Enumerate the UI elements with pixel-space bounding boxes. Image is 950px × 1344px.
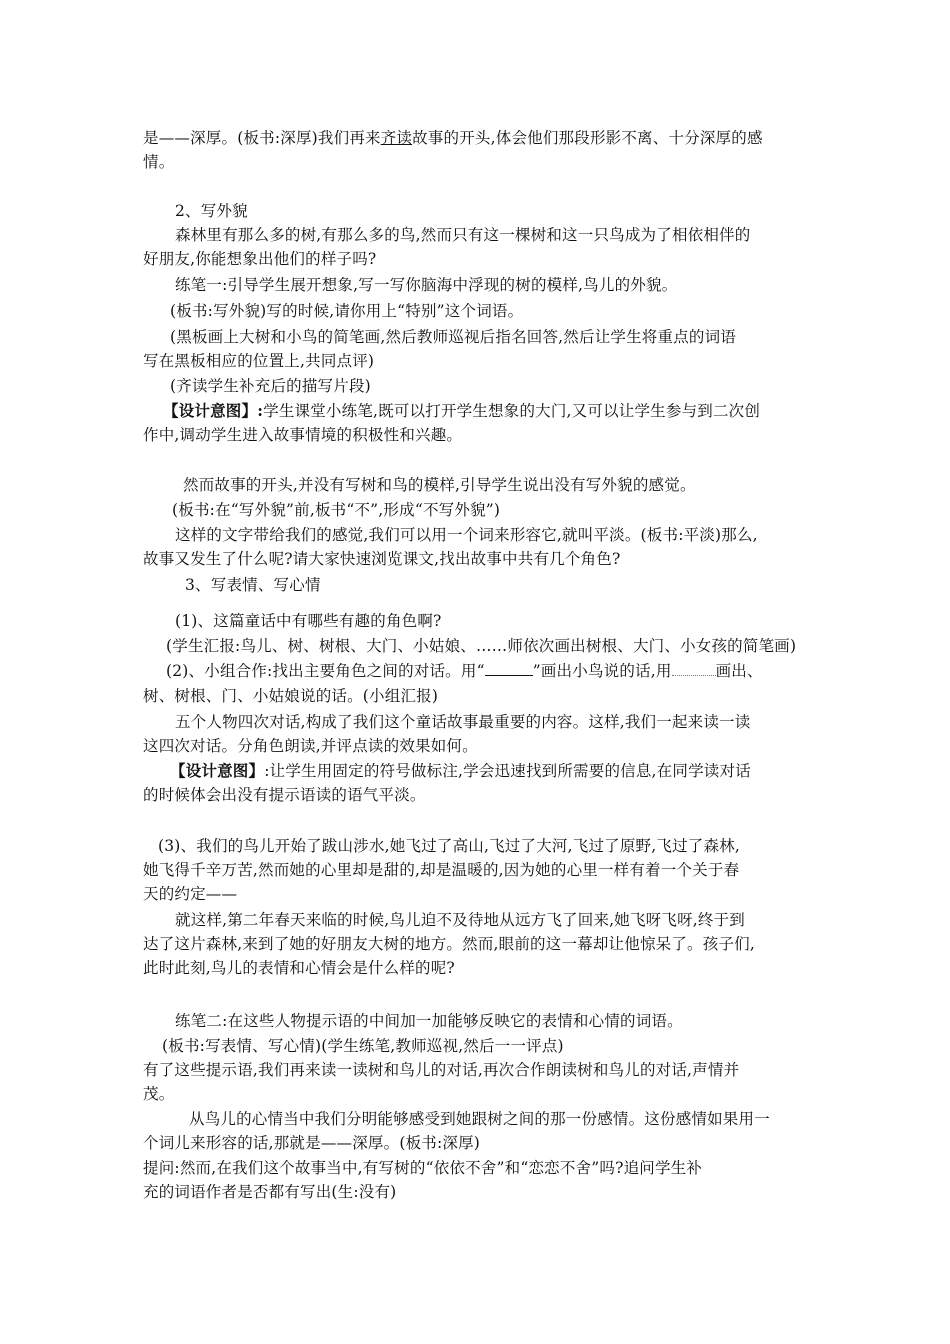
text-line: 五个人物四次对话,构成了我们这个童话故事最重要的内容。这样,我们一起来读一读 xyxy=(175,713,751,731)
text-line: (学生汇报:鸟儿、树、树根、大门、小姑娘、……师依次画出树根、大门、小女孩的简笔画) xyxy=(166,637,797,655)
text-line: 这样的文字带给我们的感觉,我们可以用一个词来形容它,就叫平淡。(板书:平淡)那么, xyxy=(175,526,758,544)
text-line: 练笔二:在这些人物提示语的中间加一加能够反映它的表情和心情的词语。 xyxy=(175,1012,683,1030)
text-line: (板书:写表情、写心情)(学生练笔,教师巡视,然后一一评点) xyxy=(162,1037,564,1055)
text-line: (板书:在“写外貌”前,板书“不”,形成“不写外貌”) xyxy=(172,501,501,519)
text-line: 这四次对话。分角色朗读,并评点读的效果如何。 xyxy=(143,737,478,755)
section-heading: 2、写外貌 xyxy=(175,202,248,220)
design-intent-label: 【设计意图】 xyxy=(170,761,265,780)
text-line: 就这样,第二年春天来临的时候,鸟儿迫不及待地从远方飞了回来,她飞呀飞呀,终于到 xyxy=(175,911,746,929)
text-line: 从鸟儿的心情当中我们分明能够感受到她跟树之间的那一份感情。这份感情如果用一 xyxy=(189,1110,770,1128)
text-line: 个词儿来形容的话,那就是——深厚。(板书:深厚) xyxy=(143,1134,481,1152)
section-heading: 3、写表情、写心情 xyxy=(185,576,321,594)
design-intent-line: 【设计意图】:学生课堂小练笔,既可以打开学生想象的大门,又可以让学生参与到二次创 xyxy=(163,401,761,420)
text-line: 森林里有那么多的树,有那么多的鸟,然而只有这一棵树和这一只鸟成为了相依相伴的 xyxy=(175,226,751,244)
text-line: 茂。 xyxy=(143,1085,175,1103)
text-line: 的时候体会出没有提示语读的语气平淡。 xyxy=(143,786,426,804)
text-line: 提问:然而,在我们这个故事当中,有写树的“依依不舍”和“恋恋不舍”吗?追问学生补 xyxy=(143,1159,703,1177)
text-line: (3)、我们的鸟儿开始了跋山涉水,她飞过了高山,飞过了大河,飞过了原野,飞过了森林, xyxy=(158,837,740,855)
underlined-text: 齐读 xyxy=(380,129,413,147)
text-line: 故事又发生了什么呢?请大家快速浏览课文,找出故事中共有几个角色? xyxy=(143,550,621,568)
text-line: 达了这片森林,来到了她的好朋友大树的地方。然而,眼前的这一幕却让他惊呆了。孩子们, xyxy=(143,935,755,953)
text-line: 充的词语作者是否都有写出(生:没有) xyxy=(143,1183,397,1201)
text-line: 练笔一:引导学生展开想象,写一写你脑海中浮现的树的模样,鸟儿的外貌。 xyxy=(175,276,678,294)
text-line: 此时此刻,鸟儿的表情和心情会是什么样的呢? xyxy=(143,959,455,977)
text-line: (1)、这篇童话中有哪些有趣的角色啊? xyxy=(175,612,442,630)
text-line: (黑板画上大树和小鸟的简笔画,然后教师巡视后指名回答,然后让学生将重点的词语 xyxy=(170,328,737,346)
text-line: (齐读学生补充后的描写片段) xyxy=(170,377,371,395)
text-line: 她飞得千辛万苦,然而她的心里却是甜的,却是温暖的,因为她的心里一样有着一个关于春 xyxy=(143,861,740,879)
underline-mark xyxy=(485,663,533,676)
text-line: (板书:写外貌)写的时候,请你用上“特别”这个词语。 xyxy=(170,302,524,320)
text-line: 作中,调动学生进入故事情境的积极性和兴趣。 xyxy=(143,426,463,444)
text-line: (2)、小组合作:找出主要角色之间的对话。用“ ”画出小鸟说的话,用 画出、 xyxy=(166,662,763,680)
design-intent-label: 【设计意图】: xyxy=(163,401,264,420)
text-line: 树、树根、门、小姑娘说的话。(小组汇报) xyxy=(143,687,439,705)
wavy-underline-mark xyxy=(672,663,716,676)
design-intent-line: 【设计意图】:让学生用固定的符号做标注,学会迅速找到所需要的信息,在同学读对话 xyxy=(170,761,751,780)
text-line: 写在黑板相应的位置上,共同点评) xyxy=(143,352,375,370)
text-line: 天的约定—— xyxy=(143,885,238,903)
text-line: 好朋友,你能想象出他们的样子吗? xyxy=(143,250,377,268)
text-line: 有了这些提示语,我们再来读一读树和鸟儿的对话,再次合作朗读树和鸟儿的对话,声情并 xyxy=(143,1061,740,1079)
text-line: 情。 xyxy=(143,153,175,171)
text-line: 然而故事的开头,并没有写树和鸟的模样,引导学生说出没有写外貌的感觉。 xyxy=(183,476,696,494)
text-line: 是——深厚。(板书:深厚)我们再来齐读故事的开头,体会他们那段形影不离、十分深厚的感 xyxy=(143,129,763,147)
